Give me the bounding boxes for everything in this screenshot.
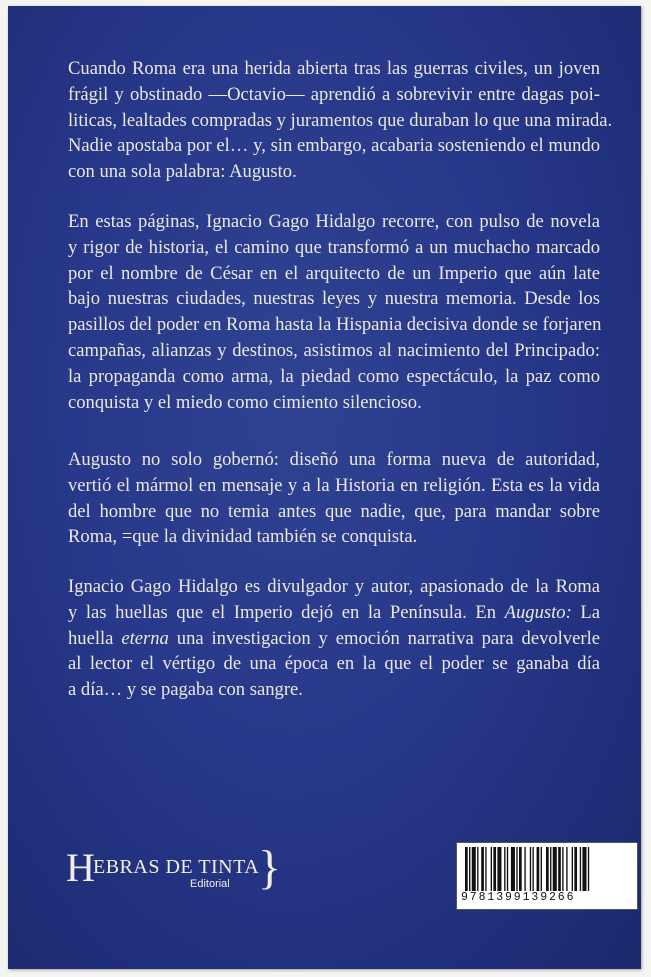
book-title: Augusto:: [504, 601, 572, 623]
barcode-bar: [485, 847, 486, 891]
barcode-bar: [537, 847, 540, 891]
barcode-bar: [553, 847, 557, 891]
barcode-bar: [516, 847, 517, 891]
barcode-bar: [546, 847, 549, 891]
barcode-bar: [533, 847, 534, 891]
barcode-bar: [566, 847, 567, 891]
text-line: Cuando Roma era una herida abierta tras las guerras civiles, un joven: [68, 58, 600, 79]
barcode-bar: [519, 847, 522, 891]
text-line: y las huellas que el Imperio dejó en la Península. En Augusto: La: [68, 601, 600, 623]
text-line: huella eterna una investigacion y emoción narrativa para devolverle: [68, 627, 600, 649]
barcode-bar: [465, 847, 468, 891]
text-line: Ignacio Gago Hidalgo es divulgador y autor, apasionado de la Roma: [68, 576, 600, 597]
barcode-bar: [511, 847, 515, 891]
brace-ornament-icon: }: [258, 841, 282, 894]
text-line: la propaganda como arma, la piedad como espectáculo, la paz como: [68, 365, 600, 387]
publisher-name: EBRAS DE TINTA: [93, 856, 260, 878]
barcode-bar: [530, 847, 531, 891]
publisher-logo: [66, 841, 286, 896]
publisher-subtitle: Editorial: [190, 878, 230, 890]
text-line: conquista y el miedo como cimiento silencioso.: [68, 391, 422, 413]
barcode-bar: [572, 847, 573, 891]
barcode-bars: [463, 847, 631, 891]
author-paragraph: [68, 574, 600, 703]
barcode-bar: [588, 847, 589, 891]
logo-initial: H: [66, 845, 95, 890]
barcode-bar: [472, 847, 476, 891]
barcode-bar: [481, 847, 484, 891]
synopsis-paragraph-1: [68, 56, 613, 185]
text-line: Nadie apostaba por el… y, sin embargo, acabaria sosteniendo el mundo: [68, 135, 600, 157]
text-line: Augusto no solo gobernó: diseñó una forma nueva de autoridad,: [68, 449, 600, 470]
synopsis-paragraph-2: [68, 209, 600, 415]
barcode-bar: [574, 847, 577, 891]
text-line: con una sola palabra: Augusto.: [68, 161, 297, 183]
barcode-bar: [580, 847, 581, 891]
text-line: del hombre que no temia antes que nadie, que, para mandar sobre: [68, 500, 600, 522]
text-line: al lector el vértigo de una época en la que el poder se ganaba día: [68, 653, 600, 675]
barcode-bar: [493, 847, 496, 891]
barcode-bar: [562, 847, 563, 891]
barcode-bar: [504, 847, 505, 891]
text-line: y rigor de historia, el camino que transformó a un muchacho marcado: [68, 236, 600, 258]
back-cover: [8, 6, 641, 969]
barcode-bar: [497, 847, 501, 891]
text-line: vertió el mármol en mensaje y a la Historia en religión. Esta es la vida: [68, 474, 600, 496]
barcode-bar: [524, 847, 525, 891]
text-line: bajo nuestras ciudades, nuestras leyes y nuestra memoria. Desde los: [68, 288, 600, 310]
text-line: pasillos del poder en Roma hasta la Hispania decisiva donde se forjaren: [68, 314, 602, 336]
barcode-bar: [491, 847, 492, 891]
text-line: campañas, alianzas y destinos, asistimos al nacimiento del Principado:: [68, 339, 600, 361]
isbn-barcode: [456, 842, 638, 910]
text-line: a día… y se pagaba con sangre.: [68, 679, 303, 701]
text-line: liticas, lealtades compradas y juramentos que duraban lo que una mirada.: [68, 109, 613, 131]
barcode-bar: [507, 847, 508, 891]
text-line: Roma, =que la divinidad también se conquista.: [68, 526, 418, 548]
text-line: por el nombre de César en el arquitecto de un Imperio que aún late: [68, 262, 600, 284]
text-line: frágil y obstinado —Octavio— aprendió a sobrevivir entre dagas poi-: [68, 83, 600, 105]
book-title-cont: eterna: [121, 627, 169, 649]
barcode-bar: [477, 847, 478, 891]
isbn-number: 9781399139266: [461, 891, 576, 904]
barcode-bar: [582, 847, 586, 891]
text-line: En estas páginas, Ignacio Gago Hidalgo recorre, con pulso de novela: [68, 211, 600, 232]
barcode-bar: [558, 847, 561, 891]
barcode-bar: [469, 847, 470, 891]
synopsis-paragraph-3: [68, 447, 600, 550]
barcode-bar: [541, 847, 542, 891]
barcode-bar: [550, 847, 551, 891]
